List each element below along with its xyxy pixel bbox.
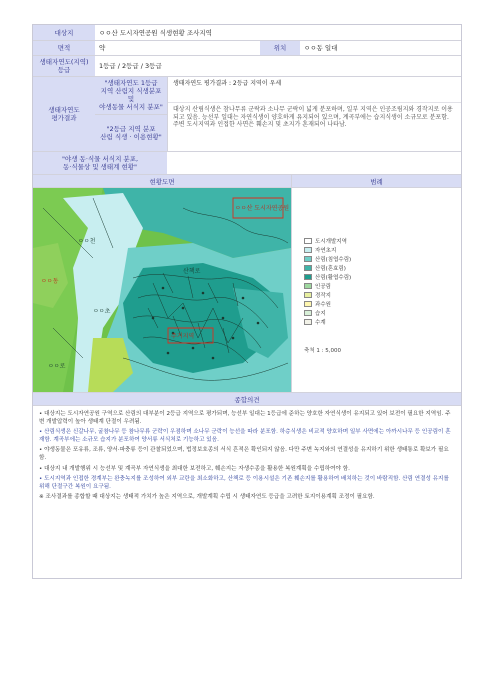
legend-item (304, 272, 351, 281)
legend-item (304, 281, 351, 290)
overview-paragraph: • 대상지는 도시자연공원 구역으로 산림의 대부분이 2등급 지역으로 평가되며, 능선부 일대는 1등급에 준하는 양호한 자연식생이 유지되고 있어 보전이 필요한 지역임. 주변 개발압력이 높아 생태계 단절이 우려됨. (39, 411, 451, 425)
legend-swatch (304, 256, 312, 262)
bio-value (167, 152, 461, 174)
bio-row (33, 152, 461, 175)
legend-item (304, 245, 351, 254)
legend-label: 인공림 (315, 283, 331, 290)
legend-swatch (304, 292, 312, 298)
map-label-stream: ㅇㅇ천 (78, 238, 96, 245)
legend-item (304, 308, 351, 317)
assessment-row (33, 77, 461, 152)
legend-swatch (304, 319, 312, 325)
map-scale: 축척 1 : 5,000 (304, 348, 341, 354)
legend-label: 수계 (315, 319, 326, 326)
legend-item (304, 290, 351, 299)
assessment-summary: 생태자연도 평가결과 : 2등급 지역이 우세 (168, 77, 461, 103)
assessment-label: 생태자연도 평가결과 (33, 77, 95, 151)
legend-swatch (304, 310, 312, 316)
site-value: ㅇㅇ산 도시자연공원 식생현황 조사지역 (99, 28, 212, 37)
bio-label: "야생 동·식물 서식지 분포, 동·식물상 및 생태계 현황" (33, 152, 167, 174)
legend-list (304, 236, 351, 326)
legend-item (304, 254, 351, 263)
overview-title: 종합의견 (33, 393, 461, 406)
assessment-detail: 대상지 산림식생은 참나무류 군락과 소나무 군락이 넓게 분포하며, 일부 지역은 인공조림지와 경작지로 이용되고 있음. 능선부 일대는 자연식생이 양호하게 유지되어 있으며, 계곡부에는 습지식생이 소규모로 분포함. 주변 도시지역과 인접한 사면은 훼손지 및 초지가 혼재되어 나타남. (173, 106, 453, 128)
grade-label: 생태자연도(지역) 등급 (33, 56, 95, 76)
legend-label: 산림(침엽수림) (315, 256, 352, 263)
legend-swatch (304, 301, 312, 307)
site-row (33, 25, 461, 41)
area-value: 약 (99, 44, 106, 52)
legend-item (304, 299, 351, 308)
legend-title: 범례 (292, 175, 461, 187)
map-title: 현황도면 (33, 175, 292, 187)
site-label: 대상지 (33, 25, 95, 40)
location-label: 위치 (260, 41, 300, 55)
legend-label: 경작지 (315, 292, 331, 299)
legend-label: 산림(혼효림) (315, 265, 346, 272)
grade-row (33, 56, 461, 77)
overview-paragraph: ※ 조사결과를 종합할 때 대상지는 생태적 가치가 높은 지역으로, 개발계획 수립 시 생태자연도 등급을 고려한 토지이용계획 조정이 필요함. (39, 494, 375, 501)
assessment-sub-1: "생태자연도 1등급 지역 산림지 식생분포 및 야생동물 서식지 분포" (95, 77, 167, 115)
map-label-dong: ㅇㅇ동 (41, 278, 59, 285)
location-value: ㅇㅇ동 일대 (304, 44, 338, 52)
map-label-park: ㅇㅇ산 도시자연공원 (235, 205, 290, 212)
grade-value: 1등급 / 2등급 / 3등급 (99, 62, 162, 70)
map-row (33, 188, 461, 393)
map-label-trail: 산책로 (183, 268, 201, 275)
legend-panel (292, 188, 461, 392)
map-label-road: ㅇㅇ로 (48, 363, 66, 370)
vegetation-map (33, 188, 292, 392)
legend-swatch (304, 238, 312, 244)
legend-swatch (304, 274, 312, 280)
legend-label: 습지 (315, 310, 326, 317)
survey-form (32, 24, 462, 579)
assessment-description (168, 77, 461, 151)
overview-body (33, 406, 461, 578)
overview-paragraph: • 대상지 내 개발행위 시 능선부 및 계곡부 자연식생을 최대한 보전하고, 훼손지는 자생수종을 활용한 복원계획을 수립하여야 함. (39, 465, 350, 472)
legend-swatch (304, 283, 312, 289)
legend-label: 도시개발지역 (315, 238, 347, 245)
area-label: 면적 (33, 41, 95, 55)
legend-swatch (304, 265, 312, 271)
legend-swatch (304, 247, 312, 253)
map-graphic (33, 188, 291, 392)
overview-paragraph: • 야생동물은 포유류, 조류, 양서·파충류 등이 관찰되었으며, 법정보호종의 서식 흔적은 확인되지 않음. 다만 주변 녹지와의 연결성을 유지하기 위한 생태통로 확보가 필요함. (39, 447, 449, 461)
legend-label: 과수원 (315, 301, 331, 308)
legend-item (304, 263, 351, 272)
overview-paragraph: • 산림식생은 신갈나무, 굴참나무 등 참나무류 군락이 우점하며 소나무 군락이 능선을 따라 분포함. 하층식생은 비교적 양호하며 일부 사면에는 아까시나무 등 인공림이 혼재함. 계곡부에는 소규모 습지가 분포하여 양서류 서식처로 기능하고 있음. (39, 429, 451, 443)
map-label-school: ㅇㅇ초 (93, 308, 111, 315)
map-header-row (33, 175, 461, 188)
overview-paragraph: • 도시지역과 인접한 경계부는 완충녹지를 조성하여 외부 교란을 최소화하고, 산책로 등 이용시설은 기존 훼손지를 활용하여 배치하는 것이 바람직함. 산림 연결성 유지를 위해 단절구간 복원이 요구됨. (39, 476, 449, 490)
legend-label: 산림(활엽수림) (315, 274, 352, 281)
legend-item (304, 236, 351, 245)
assessment-subcategories (95, 77, 168, 151)
area-row (33, 41, 461, 56)
map-label-residential: 주거지역 (171, 333, 195, 340)
legend-item (304, 317, 351, 326)
legend-label: 자연초지 (315, 247, 337, 254)
assessment-sub-2: "2등급 지역 분포 산림 식생 · 이용현황" (95, 115, 167, 152)
